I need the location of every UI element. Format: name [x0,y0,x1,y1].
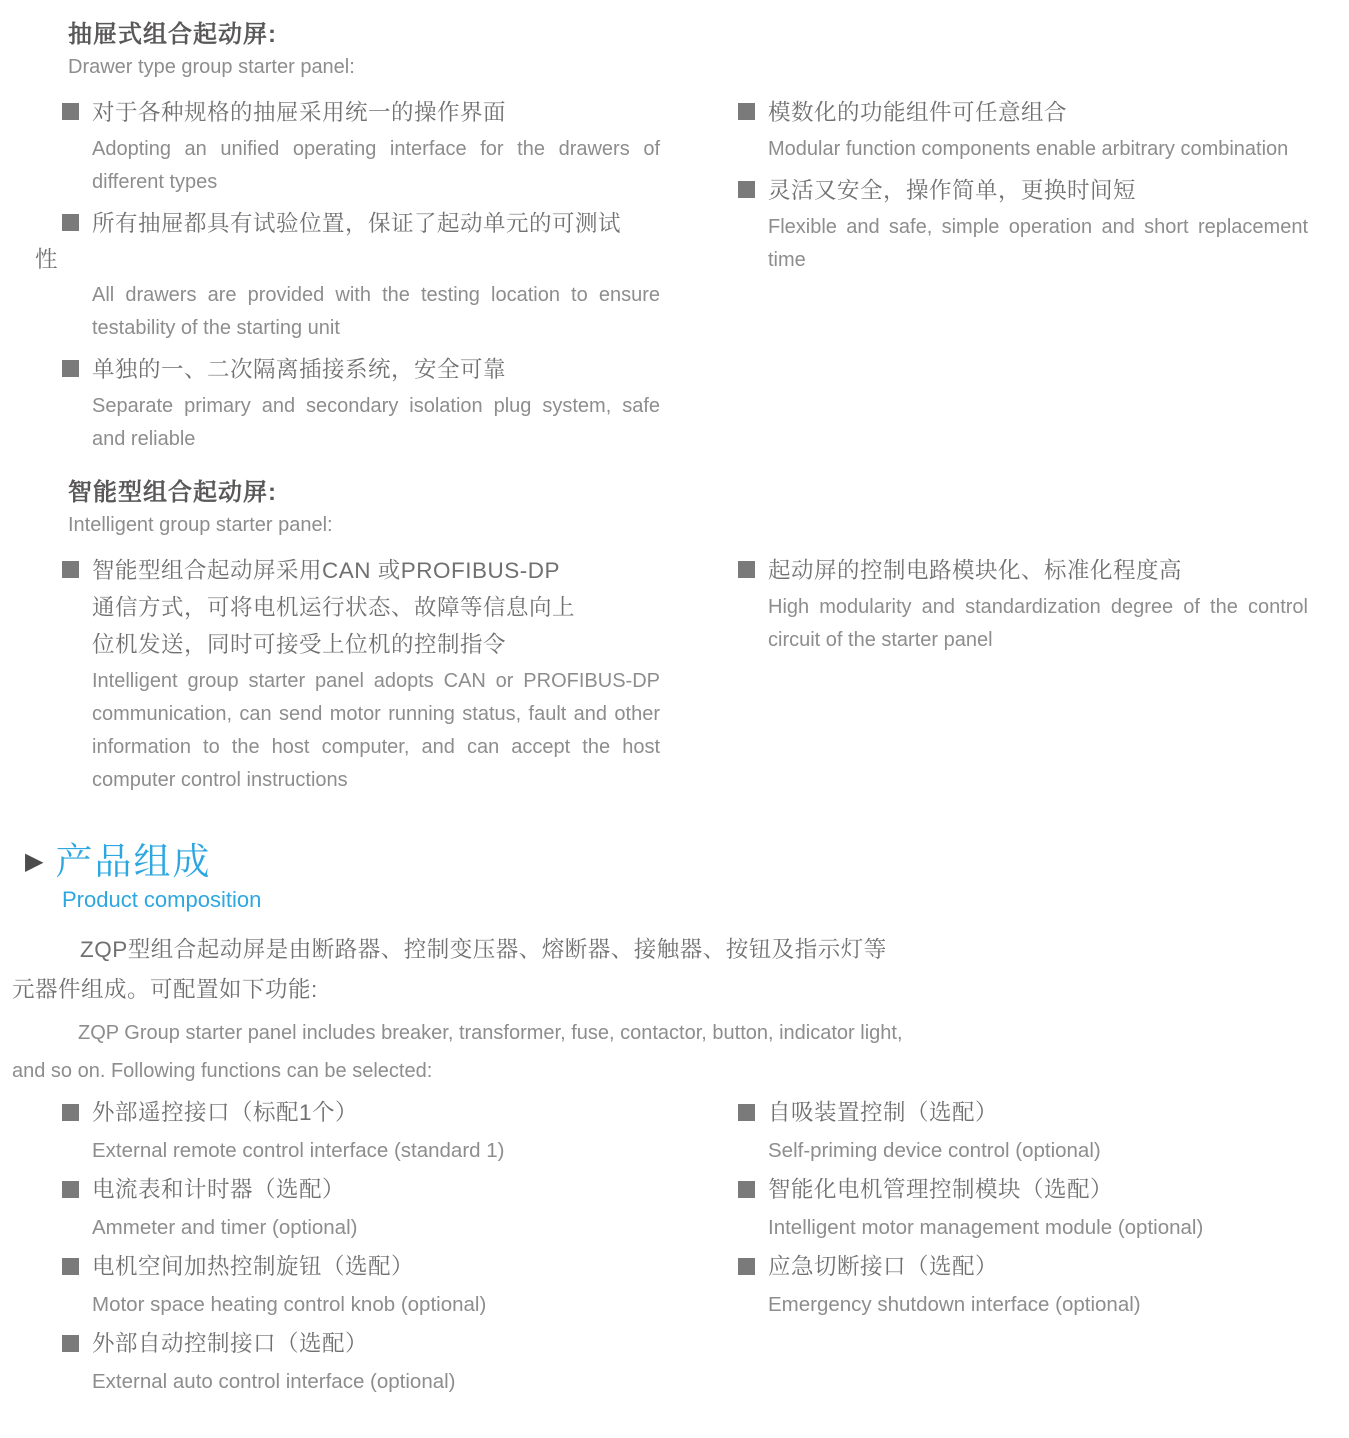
feature-text [92,552,662,797]
function-en: Emergency shutdown interface (optional) [768,1293,1141,1316]
feature-item [62,552,662,797]
overflow-char: 性 [35,247,58,272]
function-text [92,1325,662,1401]
function-zh: 电机空间加热控制旋钮（选配） [92,1254,415,1279]
function-en: External remote control interface (standard 1) [92,1139,505,1162]
function-zh: 外部遥控接口（标配1个） [92,1100,359,1125]
feature-en: Flexible and safe, simple operation and short replacement time [768,216,1308,271]
product-composition-title-en: Product composition [62,887,262,912]
feature-zh: 灵活又安全，操作简单，更换时间短 [768,178,1137,203]
function-item [62,1094,662,1170]
bullet-square-icon [62,1258,79,1275]
function-item [738,1171,1328,1247]
bullet-square-icon [738,1181,755,1198]
function-zh: 外部自动控制接口（选配） [92,1331,369,1356]
bullet-square-icon [62,103,79,120]
function-item [62,1325,662,1401]
feature-text [92,94,662,199]
bullet-square-icon [738,1104,755,1121]
function-en: External auto control interface (optional) [92,1370,456,1393]
feature-en: Intelligent group starter panel adopts CAN or PROFIBUS-DP communication, can send motor running status, fault and other information to the host computer, and can accept the host computer control instructions [92,670,660,791]
composition-list-right [738,1094,1328,1402]
function-text [768,1094,1328,1170]
bullet-square-icon [62,1104,79,1121]
bullet-square-icon [62,561,79,578]
bullet-square-icon [738,103,755,120]
section-title-en: Drawer type group starter panel: [68,56,355,78]
function-en: Self-priming device control (optional) [768,1139,1101,1162]
composition-paragraph-en: ZQP Group starter panel includes breaker, transformer, fuse, contactor, button, indicator light, and so on. Following functions can be selected: [12,1022,903,1082]
feature-text [35,205,662,345]
section-product-composition [0,840,1349,1402]
feature-columns [0,552,1349,803]
feature-column-left [35,94,662,462]
product-composition-title-zh: 产品组成 [55,841,212,882]
function-item [738,1094,1328,1170]
function-item [62,1171,662,1247]
feature-en: All drawers are provided with the testing location to ensure testability of the starting unit [92,284,660,339]
function-text [92,1171,662,1247]
function-text [768,1171,1328,1247]
section-title-zh: 抽屉式组合起动屏: [68,21,277,48]
function-item [62,1248,662,1324]
section-title-zh: 智能型组合起动屏: [68,479,277,506]
feature-item [62,94,662,199]
feature-column-right [738,94,1328,462]
bullet-square-icon [62,1335,79,1352]
bullet-square-icon [738,181,755,198]
function-text [92,1094,662,1170]
section-title-en: Intelligent group starter panel: [68,514,333,536]
function-en: Ammeter and timer (optional) [92,1216,358,1239]
product-composition-heading [0,840,1349,884]
feature-column-right [738,552,1328,803]
feature-en: Separate primary and secondary isolation plug system, safe and reliable [92,395,660,450]
feature-zh: 智能型组合起动屏采用CAN 或PROFIBUS-DP通信方式，可将电机运行状态、故障等信息向上位机发送，同时可接受上位机的控制指令 [92,558,576,657]
feature-columns [0,94,1349,462]
feature-item [35,205,662,345]
feature-zh: 单独的一、二次隔离插接系统，安全可靠 [92,357,507,382]
function-zh: 应急切断接口（选配） [768,1254,999,1279]
feature-zh: 对于各种规格的抽屉采用统一的操作界面 [92,100,507,125]
section-drawer-starter-panel [0,20,1349,462]
feature-en: High modularity and standardization degree of the control circuit of the starter panel [768,596,1308,651]
feature-zh: 所有抽屉都具有试验位置，保证了起动单元的可测试 [92,211,622,236]
function-zh: 自吸装置控制（选配） [768,1100,999,1125]
feature-item [738,172,1328,277]
feature-zh: 起动屏的控制电路模块化、标准化程度高 [768,558,1183,583]
feature-text [768,94,1328,166]
function-en: Intelligent motor management module (optional) [768,1216,1204,1239]
function-text [92,1248,662,1324]
feature-item [738,552,1328,657]
function-item [738,1248,1328,1324]
feature-column-left [62,552,662,803]
section-intelligent-starter-panel [0,478,1349,803]
bullet-square-icon [738,561,755,578]
right-triangle-icon: ▶ [25,848,44,875]
feature-text [92,351,662,456]
bullet-square-icon [62,360,79,377]
feature-item [738,94,1328,166]
composition-list-left [62,1094,662,1402]
feature-en: Modular function components enable arbitrary combination [768,138,1289,160]
bullet-square-icon [62,1181,79,1198]
feature-zh: 模数化的功能组件可任意组合 [768,100,1068,125]
function-en: Motor space heating control knob (optional) [92,1293,487,1316]
bullet-square-icon [62,214,79,231]
function-text [768,1248,1328,1324]
feature-en: Adopting an unified operating interface for the drawers of different types [92,138,660,193]
bullet-square-icon [738,1258,755,1275]
composition-function-lists [0,1094,1349,1402]
feature-item [62,351,662,456]
composition-paragraph-zh: ZQP型组合起动屏是由断路器、控制变压器、熔断器、接触器、按钮及指示灯等元器件组成。可配置如下功能: [12,937,887,1002]
function-zh: 智能化电机管理控制模块（选配） [768,1177,1114,1202]
function-zh: 电流表和计时器（选配） [92,1177,346,1202]
feature-text [768,172,1328,277]
feature-text [768,552,1328,657]
